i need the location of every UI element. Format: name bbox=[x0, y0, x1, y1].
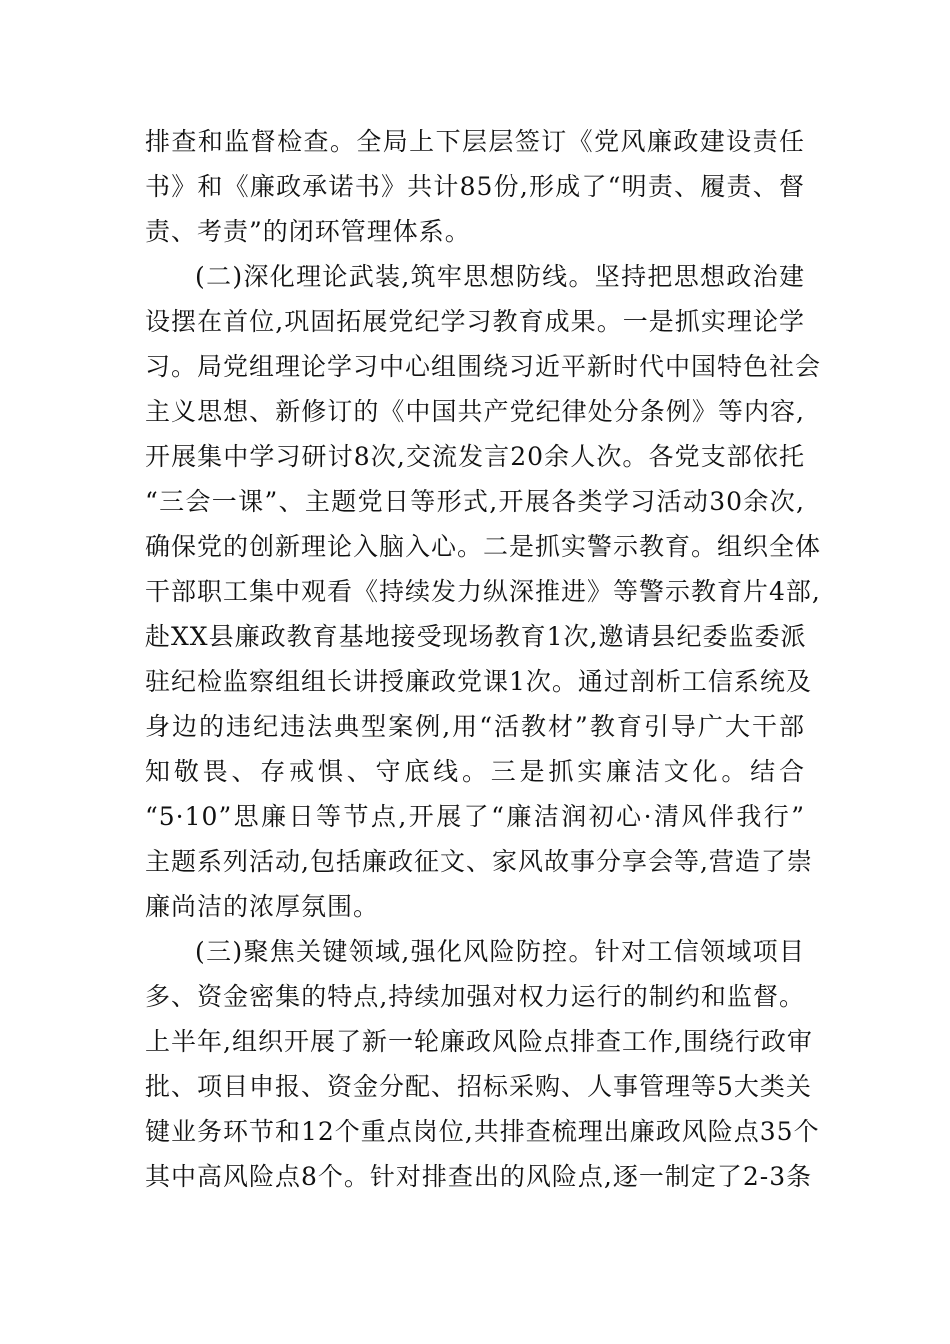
text-line: 干部职工集中观看《持续发力纵深推进》等警示教育片4部, bbox=[145, 577, 821, 606]
text-line: 排查和监督检查。全局上下层层签订《党风廉政建设责任 bbox=[145, 127, 805, 156]
text-line: 知敬畏、存戒惧、守底线。三是抓实廉洁文化。结合 bbox=[145, 757, 805, 786]
section-heading-line: (三)聚焦关键领域,强化风险防控。针对工信领域项目 bbox=[195, 937, 805, 966]
text-line: 批、项目申报、资金分配、招标采购、人事管理等5大类关 bbox=[145, 1072, 812, 1101]
text-line: 主义思想、新修订的《中国共产党纪律处分条例》等内容, bbox=[145, 397, 805, 426]
text-line: 开展集中学习研讨8次,交流发言20余人次。各党支部依托 bbox=[145, 442, 805, 471]
text-line: 确保党的创新理论入脑入心。二是抓实警示教育。组织全体 bbox=[145, 532, 822, 561]
text-line: 习。局党组理论学习中心组围绕习近平新时代中国特色社会 bbox=[145, 352, 822, 381]
text-line: 其中高风险点8个。针对排查出的风险点,逐一制定了2-3条 bbox=[145, 1162, 813, 1191]
text-line: 设摆在首位,巩固拓展党纪学习教育成果。一是抓实理论学 bbox=[145, 307, 805, 336]
text-line: 多、资金密集的特点,持续加强对权力运行的制约和监督。 bbox=[145, 982, 805, 1011]
text-line: 廉尚洁的浓厚氛围。 bbox=[145, 892, 380, 921]
text-line: 书》和《廉政承诺书》共计85份,形成了“明责、履责、督 bbox=[145, 172, 805, 201]
text-line: 身边的违纪违法典型案例,用“活教材”教育引导广大干部 bbox=[145, 712, 805, 741]
text-line: 主题系列活动,包括廉政征文、家风故事分享会等,营造了崇 bbox=[145, 847, 813, 876]
section-heading-line: (二)深化理论武装,筑牢思想防线。坚持把思想政治建 bbox=[195, 262, 805, 291]
text-line: 上半年,组织开展了新一轮廉政风险点排查工作,围绕行政审 bbox=[145, 1027, 813, 1056]
text-line: 赴XX县廉政教育基地接受现场教育1次,邀请县纪委监委派 bbox=[145, 622, 807, 651]
text-line: “5·10”思廉日等节点,开展了“廉洁润初心·清风伴我行” bbox=[145, 802, 805, 831]
text-line: “三会一课”、主题党日等形式,开展各类学习活动30余次, bbox=[145, 487, 805, 516]
text-line: 驻纪检监察组组长讲授廉政党课1次。通过剖析工信系统及 bbox=[145, 667, 812, 696]
text-line: 键业务环节和12个重点岗位,共排查梳理出廉政风险点35个 bbox=[145, 1117, 820, 1146]
text-line: 责、考责”的闭环管理体系。 bbox=[145, 217, 471, 246]
